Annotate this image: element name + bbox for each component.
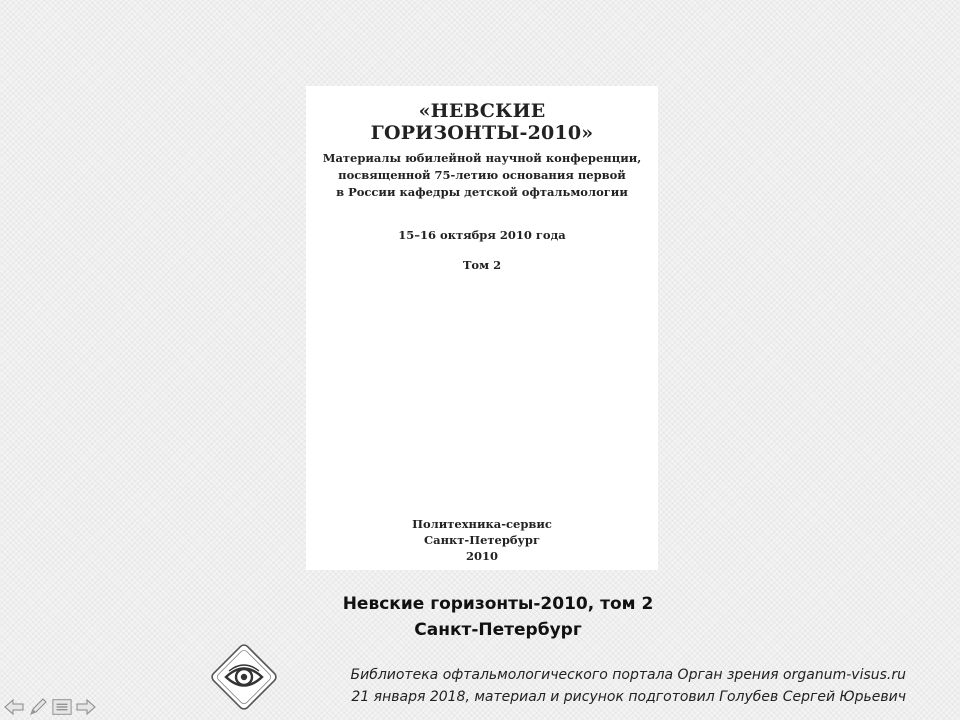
arrow-left-icon[interactable] [4,697,24,717]
credits-line-author: 21 января 2018, материал и рисунок подготовил Голубев Сергей Юрьевич [351,689,906,705]
cover-subtitle-line: посвященной 75-летию основания первой [338,168,626,182]
cover-publisher-line: 2010 [465,549,498,563]
pen-icon[interactable] [28,697,48,717]
menu-icon[interactable] [52,697,72,717]
eye-diamond-logo [207,640,281,714]
cover-subtitle-line: в России кафедры детской офтальмологии [336,185,628,199]
cover-publisher-line: Политехника-сервис [412,517,552,531]
cover-publisher [306,516,658,564]
cover-title: «НЕВСКИЕ ГОРИЗОНТЫ-2010» [370,100,594,144]
caption-city: Санкт-Петербург [414,620,582,640]
credits-line-portal: Библиотека офтальмологического портала Орган зрения organum-visus.ru [350,667,906,683]
arrow-right-icon[interactable] [76,697,96,717]
slide-navigation [4,696,96,718]
cover-dates: 15–16 октября 2010 года [398,228,566,242]
slide-caption [0,591,960,643]
credits [350,664,906,708]
cover-publisher-line: Санкт-Петербург [423,533,540,547]
caption-title: Невские горизонты-2010, том 2 [342,594,654,614]
cover-subtitle-line: Материалы юбилейной научной конференции, [322,151,642,165]
cover-volume: Том 2 [462,258,502,272]
cover-subtitle [306,150,658,201]
book-cover [306,86,658,570]
